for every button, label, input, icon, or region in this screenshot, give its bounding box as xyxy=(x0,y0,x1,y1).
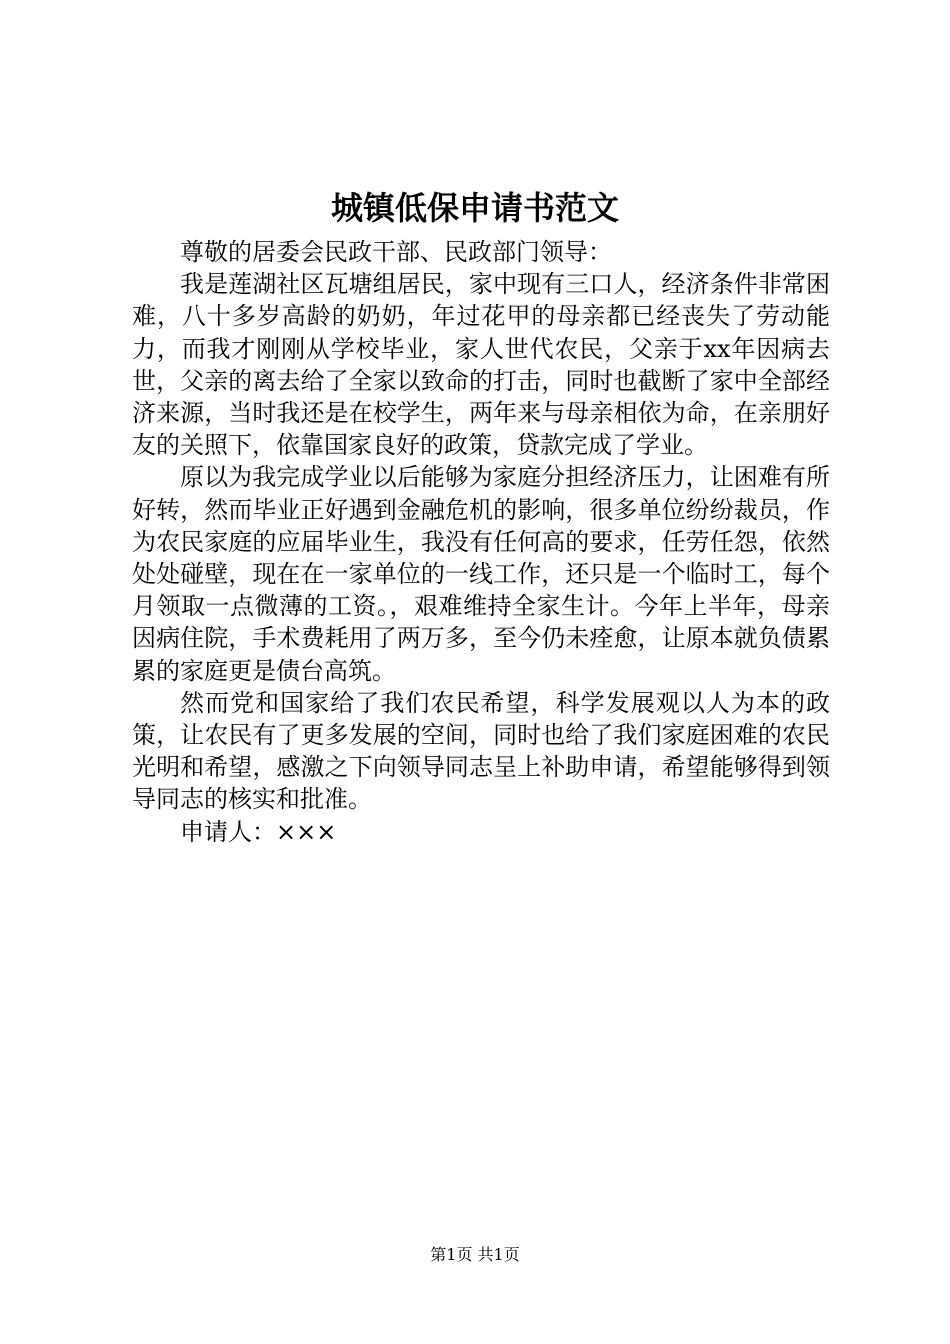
salutation: 尊敬的居委会民政干部、民政部门领导： xyxy=(180,238,612,266)
paragraph-2: 原以为我完成学业以后能够为家庭分担经济压力，让困难有所好转，然而毕业正好遇到金融危机的影响，很多单位纷纷裁员，作为农民家庭的应届毕业生，我没有任何高的要求，任劳任怨，依然处处碰壁，现在在一家单位的一线工作，还只是一个临时工，每个月领取一点微薄的工资。，艰难维持全家生计。今年上半年，母亲因病住院，手术费耗用了两万多，至今仍未痊愈，让原本就负债累累的家庭更是债台高筑。 xyxy=(132,463,830,685)
document-title: 城镇低保申请书范文 xyxy=(330,189,619,227)
document-body xyxy=(132,236,830,848)
signature: 申请人：××× xyxy=(180,817,337,846)
paragraph-3: 然而党和国家给了我们农民希望，科学发展观以人为本的政策，让农民有了更多发展的空间，同时也给了我们家庭困难的农民光明和希望，感激之下向领导同志呈上补助申请，希望能够得到领导同志的核实和批准。 xyxy=(132,688,830,814)
paragraph-1: 我是莲湖社区瓦塘组居民，家中现有三口人，经济条件非常困难，八十多岁高龄的奶奶，年过花甲的母亲都已经丧失了劳动能力，而我才刚刚从学校毕业，家人世代农民，父亲于xx年因病去世，父亲的离去给了全家以致命的打击，同时也截断了家中全部经济来源，当时我还是在校学生，两年来与母亲相依为命，在亲朋好友的关照下，依靠国家良好的政策，贷款完成了学业。 xyxy=(132,270,830,460)
page-number-footer: 第1页 共1页 xyxy=(430,1245,520,1264)
